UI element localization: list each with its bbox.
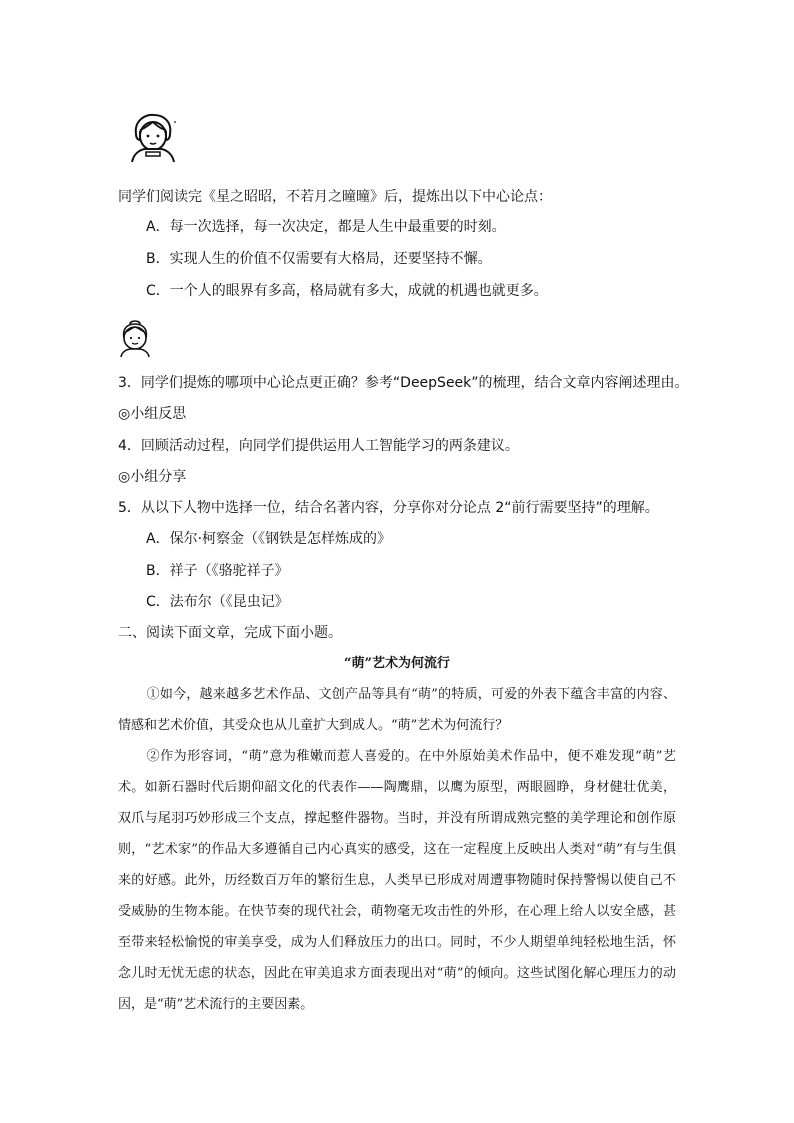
- question-3: 3．同学们提炼的哪项中心论点更正确？参考“DeepSeek”的梳理，结合文章内容阐述理由。: [118, 375, 689, 391]
- character-c: C．法布尔（《昆虫记》: [146, 594, 289, 610]
- option-c: C．一个人的眼界有多高，格局就有多大，成就的机遇也就更多。: [146, 283, 548, 299]
- part-two-heading: 二、阅读下面文章，完成下面小题。: [118, 625, 342, 641]
- section-reflection: ◎小组反思: [118, 406, 187, 422]
- option-b: B．实现人生的价值不仅需要有大格局，还要坚持不懈。: [146, 251, 492, 267]
- intro-text: 同学们阅读完《星之昭昭，不若月之曈曈》后，提炼出以下中心论点：: [118, 189, 552, 205]
- student-avatar-icon: [118, 318, 152, 358]
- article-title: “萌”艺术为何流行: [344, 656, 450, 671]
- question-5: 5．从以下人物中选择一位，结合名著内容，分享你对分论点 2“前行需要坚持”的理解。: [118, 500, 659, 516]
- character-a: A．保尔·柯察金（《钢铁是怎样炼成的》: [146, 531, 392, 547]
- article-paragraph-1: ①如今，越来越多艺术作品、文创产品等具有“萌”的特质，可爱的外表下蕴含丰富的内容、情感和艺术价值，其受众也从儿童扩大到成人。“萌”艺术为何流行？: [118, 687, 676, 733]
- article-paragraph-2: ②作为形容词，“萌”意为稚嫩而惹人喜爱的。在中外原始美术作品中，便不难发现“萌”艺术。如新石器时代后期仰韶文化的代表作——陶鹰鼎，以鹰为原型，两眼圆睁，身材健壮优美，双爪与尾羽巧妙形成三个支点，撑起整件器物。当时，并没有所谓成熟完整的美学理论和创作原则，“艺术家”的作品大多遵循自己内心真实的感受，这在一定程度上反映出人类对“萌”有与生俱来的好感。此外，历经数百万年的繁衍生息，人类早已形成对周遭事物随时保持警惕以使自己不受威胁的生物本能。在快节奏的现代社会，萌物毫无攻击性的外形，在心理上给人以安全感，甚至带来轻松愉悦的审美享受，成为人们释放压力的出口。同时，不少人期望单纯轻松地生活，怀念儿时无忧无虑的状态，因此在审美追求方面表现出对“萌”的倾向。这些试图化解心理压力的动因，是“萌”艺术流行的主要因素。: [118, 749, 676, 1012]
- character-b: B．祥子（《骆驼祥子》: [146, 563, 289, 579]
- section-sharing: ◎小组分享: [118, 469, 187, 485]
- option-a: A．每一次选择，每一次决定，都是人生中最重要的时刻。: [146, 219, 506, 235]
- teacher-avatar-icon: [128, 112, 178, 164]
- question-4: 4．回顾活动过程，向同学们提供运用人工智能学习的两条建议。: [118, 438, 519, 454]
